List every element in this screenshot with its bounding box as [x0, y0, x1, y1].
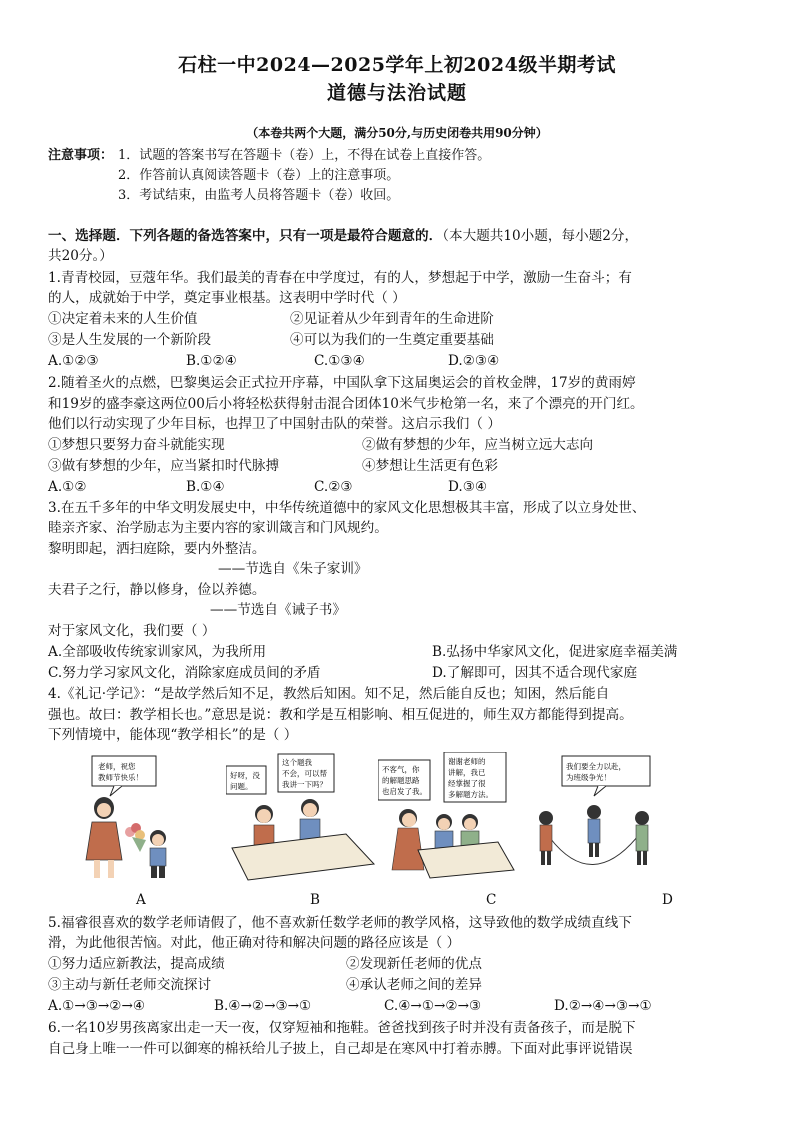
- q5-statement: ④承认老师之间的差异: [346, 977, 482, 993]
- q2-statement: ③做有梦想的少年，应当紧扣时代脉搏: [48, 458, 280, 474]
- q2-option-d: D.③④: [448, 479, 488, 495]
- q5-statement: ①努力适应新教法，提高成绩: [48, 956, 225, 972]
- section-heading-cont: 共20分。）: [48, 248, 113, 264]
- teacher-figure: [392, 809, 424, 870]
- bubble-text: 老师，祝您: [98, 762, 136, 771]
- q5-option-c: C.④→①→②→③: [384, 998, 482, 1014]
- bubble-text: 为班级争光！: [566, 773, 611, 782]
- q1-option-c: C.①③④: [314, 353, 365, 369]
- figure-d: [532, 752, 656, 884]
- section-heading: 一、选择题．下列各题的备选答案中，只有一项是最符合题意的．: [48, 228, 443, 244]
- q3-option-d: D.了解即可，因其不适合现代家庭: [432, 665, 638, 681]
- q2-statement: ①梦想只要努力奋斗就能实现: [48, 437, 225, 453]
- bubble-text: 不会，可以帮: [282, 769, 327, 778]
- q3-option-c: C.努力学习家风文化，消除家庭成员间的矛盾: [48, 665, 321, 681]
- student-figure: [254, 805, 274, 845]
- bubble-text: 好呀，没: [230, 771, 260, 780]
- bubble-text: 问题。: [230, 782, 253, 791]
- q2-option-b: B.①④: [186, 479, 225, 495]
- figure-c: [378, 752, 518, 884]
- q3-option-b: B.弘扬中华家风文化，促进家庭幸福美满: [432, 644, 678, 660]
- student-figure: [635, 811, 649, 865]
- bubble-text: 也启发了我。: [382, 787, 427, 796]
- q2-stem: 和19岁的盛李豪这两位00后小将轻松获得射击混合团体10米气步枪第一名，来了个漂亮的开门红。: [48, 396, 644, 412]
- q3-option-a: A.全部吸收传统家训家风，为我所用: [48, 644, 267, 660]
- q3-source: ——节选自《朱子家训》: [218, 561, 368, 577]
- q5-option-b: B.④→②→③→①: [214, 998, 312, 1014]
- notice-item: 2．作答前认真阅读答题卡（卷）上的注意事项。: [118, 168, 400, 183]
- bubble-text: 不客气，你: [382, 765, 420, 774]
- q5-statement: ②发现新任老师的优点: [346, 956, 482, 972]
- bubble-text: 我们要全力以赴，: [566, 762, 626, 771]
- bubble-text: 这个题我: [282, 758, 312, 767]
- desk: [232, 834, 374, 880]
- q6-stem: 自己身上唯一一件可以御寒的棉袄给儿子披上，自己却是在寒风中打着赤膊。下面对此事评说错误: [48, 1041, 633, 1057]
- q3-stem: 3.在五千多年的中华文明发展史中，中华传统道德中的家风文化思想极其丰富，形成了以立身处世、: [48, 500, 646, 516]
- section-heading-note: （本大题共10小题，每小题2分，: [442, 228, 639, 244]
- student-figure: [150, 830, 166, 878]
- q1-statement: ②见证着从少年到青年的生命进阶: [290, 311, 494, 327]
- q1-stem: 的人，成就始于中学，奠定事业根基。这表明中学时代（ ）: [48, 290, 406, 306]
- q2-stem: 2.随着圣火的点燃，巴黎奥运会正式拉开序幕，中国队拿下这届奥运会的首枚金牌，17岁的黄雨婷: [48, 375, 636, 391]
- q3-question: 对于家风文化，我们要（ ）: [48, 623, 216, 639]
- flowers-icon: [125, 823, 146, 852]
- q1-statement: ①决定着未来的人生价值: [48, 311, 198, 327]
- exam-note: （本卷共两个大题，满分50分,与历史闭卷共用90分钟）: [246, 126, 548, 140]
- q1-option-b: B.①②④: [186, 353, 237, 369]
- figure-a: [74, 752, 204, 884]
- q2-option-a: A.①②: [48, 479, 87, 495]
- q5-statement: ③主动与新任老师交流探讨: [48, 977, 212, 993]
- q2-statement: ②做有梦想的少年，应当树立远大志向: [362, 437, 594, 453]
- q4-stem: 下列情境中，能体现“教学相长”的是（ ）: [48, 727, 298, 743]
- q3-source: ——节选自《诫子书》: [210, 602, 346, 618]
- teacher-figure: [86, 797, 122, 878]
- figure-label-a: A: [136, 892, 146, 908]
- q3-quote: 黎明即起，洒扫庭除，要内外整洁。: [48, 541, 266, 557]
- bubble-text: 教师节快乐！: [98, 773, 143, 782]
- q1-statement: ③是人生发展的一个新阶段: [48, 332, 212, 348]
- q2-option-c: C.②③: [314, 479, 353, 495]
- q1-option-d: D.②③④: [448, 353, 500, 369]
- notice-item: 3．考试结束，由监考人员将答题卡（卷）收回。: [118, 188, 400, 203]
- q5-stem: 5.福睿很喜欢的数学老师请假了，他不喜欢新任数学老师的教学风格，这导致他的数学成绩直线下: [48, 915, 632, 931]
- q1-stem: 1.青青校园，豆蔻年华。我们最美的青春在中学度过，有的人，梦想起于中学，激励一生奋斗；有: [48, 270, 632, 286]
- q2-statement: ④梦想让生活更有色彩: [362, 458, 498, 474]
- notice-item: 1．试题的答案书写在答题卡（卷）上，不得在试卷上直接作答。: [118, 148, 491, 163]
- q3-quote: 夫君子之行，静以修身，俭以养德。: [48, 582, 266, 598]
- q1-option-a: A.①②③: [48, 353, 99, 369]
- q5-option-a: A.①→③→②→④: [48, 998, 146, 1014]
- bubble-text: 多解题方法。: [448, 790, 493, 799]
- student-figure: [539, 811, 553, 865]
- q4-stem: 4.《礼记·学记》：“是故学然后知不足，教然后知困。知不足，然后能自反也；知困，然后能自: [48, 686, 610, 702]
- bubble-text: 讲解，我已: [448, 768, 486, 777]
- q5-stem: 滑，为此他很苦恼。对此，他正确对待和解决问题的路径应该是（ ）: [48, 935, 461, 951]
- exam-subject: 道德与法治试题: [326, 82, 467, 104]
- figure-label-c: C: [486, 892, 497, 908]
- notice-label: 注意事项：: [48, 148, 114, 163]
- q1-statement: ④可以为我们的一生奠定重要基础: [290, 332, 494, 348]
- exam-title: 石柱一中2024—2025学年上初2024级半期考试: [178, 54, 616, 76]
- q4-stem: 强也。故曰：教学相长也。”意思是说：教和学是互相影响、相互促进的，师生双方都能得到提高。: [48, 707, 633, 723]
- q2-stem: 他们以行动实现了少年目标，也捍卫了中国射击队的荣誉。这启示我们（ ）: [48, 416, 501, 432]
- figure-label-d: D: [662, 892, 673, 908]
- q5-option-d: D.②→④→③→①: [554, 998, 652, 1014]
- student-figure: [587, 805, 601, 857]
- bubble-text: 我讲一下吗？: [282, 780, 327, 789]
- student-figure: [435, 814, 453, 849]
- q6-stem: 6.一名10岁男孩离家出走一天一夜，仅穿短袖和拖鞋。爸爸找到孩子时并没有责备孩子，而是脱下: [48, 1020, 636, 1036]
- q3-stem: 睦亲齐家、治学励志为主要内容的家训箴言和门风规约。: [48, 520, 388, 536]
- bubble-text: 的解题思路: [382, 776, 420, 785]
- bubble-text: 谢谢老师的: [448, 757, 486, 766]
- figure-label-b: B: [310, 892, 320, 908]
- bubble-text: 经掌握了很: [448, 779, 486, 788]
- figure-b: [226, 752, 378, 884]
- desk: [418, 842, 514, 878]
